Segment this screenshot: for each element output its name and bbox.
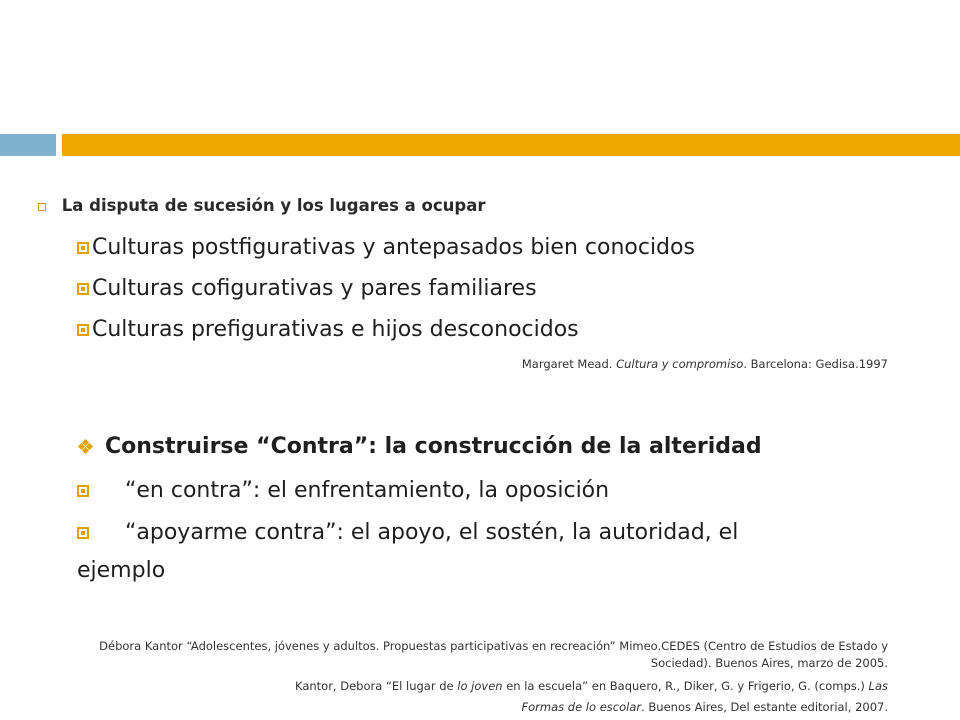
reference-kantor-2-part2: en la escuela” en Baquero, R., Diker, G. y Frigerio, G. (comps.)	[502, 679, 869, 693]
section-title	[79, 434, 762, 459]
reference-kantor-2-italic1: lo joven	[457, 679, 503, 693]
contra-item-text: “en contra”: el enfrentamiento, la oposición	[125, 478, 610, 503]
square-bullet-icon	[77, 324, 89, 336]
contra-item-text: “apoyarme contra”: el apoyo, el sostén, la autoridad, el	[125, 520, 739, 545]
reference-mead-author: Margaret Mead.	[521, 357, 617, 371]
reference-kantor-2-line2	[48, 699, 888, 716]
heading-item	[38, 196, 485, 215]
reference-kantor-1: Débora Kantor “Adolescentes, jóvenes y adultos. Propuestas participativas en recreación” Mimeo.CEDES (Centro de Estudios de Estado y Sociedad). Buenos Aires, marzo de 2005.	[99, 639, 888, 670]
reference-kantor-2-line2-rest: . Buenos Aires, Del estante editorial, 2007.	[641, 700, 888, 714]
culture-item-1	[77, 235, 695, 260]
culture-item-3	[77, 317, 579, 342]
contra-item-1	[77, 478, 609, 503]
reference-mead-rest: . Barcelona: Gedisa.1997	[743, 357, 888, 371]
diamond-bullet-icon	[79, 440, 93, 454]
culture-item-text: Culturas prefigurativas e hijos desconocidos	[92, 317, 579, 342]
square-bullet-icon	[77, 527, 89, 539]
header-band-gold	[62, 134, 960, 156]
reference-mead	[522, 357, 888, 371]
square-bullet-icon	[77, 485, 89, 497]
reference-kantor-2-italic2: Las	[868, 679, 888, 693]
contra-item-2-continuation: ejemplo	[77, 558, 166, 583]
contra-item-2	[77, 520, 738, 545]
heading-item-text: La disputa de sucesión y los lugares a ocupar	[61, 196, 486, 215]
reference-kantor-2-part1: Kantor, Debora “El lugar de	[294, 679, 458, 693]
square-bullet-icon	[77, 242, 89, 254]
culture-item-text: Culturas postfigurativas y antepasados bien conocidos	[92, 235, 695, 260]
reference-kantor-2-line2-italic: Formas de lo escolar	[521, 700, 642, 714]
reference-mead-title: Cultura y compromiso	[616, 357, 744, 371]
culture-item-text: Culturas cofigurativas y pares familiares	[92, 276, 537, 301]
section-title-text: Construirse “Contra”: la construcción de la alteridad	[105, 434, 762, 459]
culture-item-2	[77, 276, 537, 301]
square-bullet-icon	[38, 203, 46, 211]
header-band-blue	[0, 134, 56, 156]
square-bullet-icon	[77, 283, 89, 295]
reference-kantor-2-line1	[48, 678, 888, 695]
